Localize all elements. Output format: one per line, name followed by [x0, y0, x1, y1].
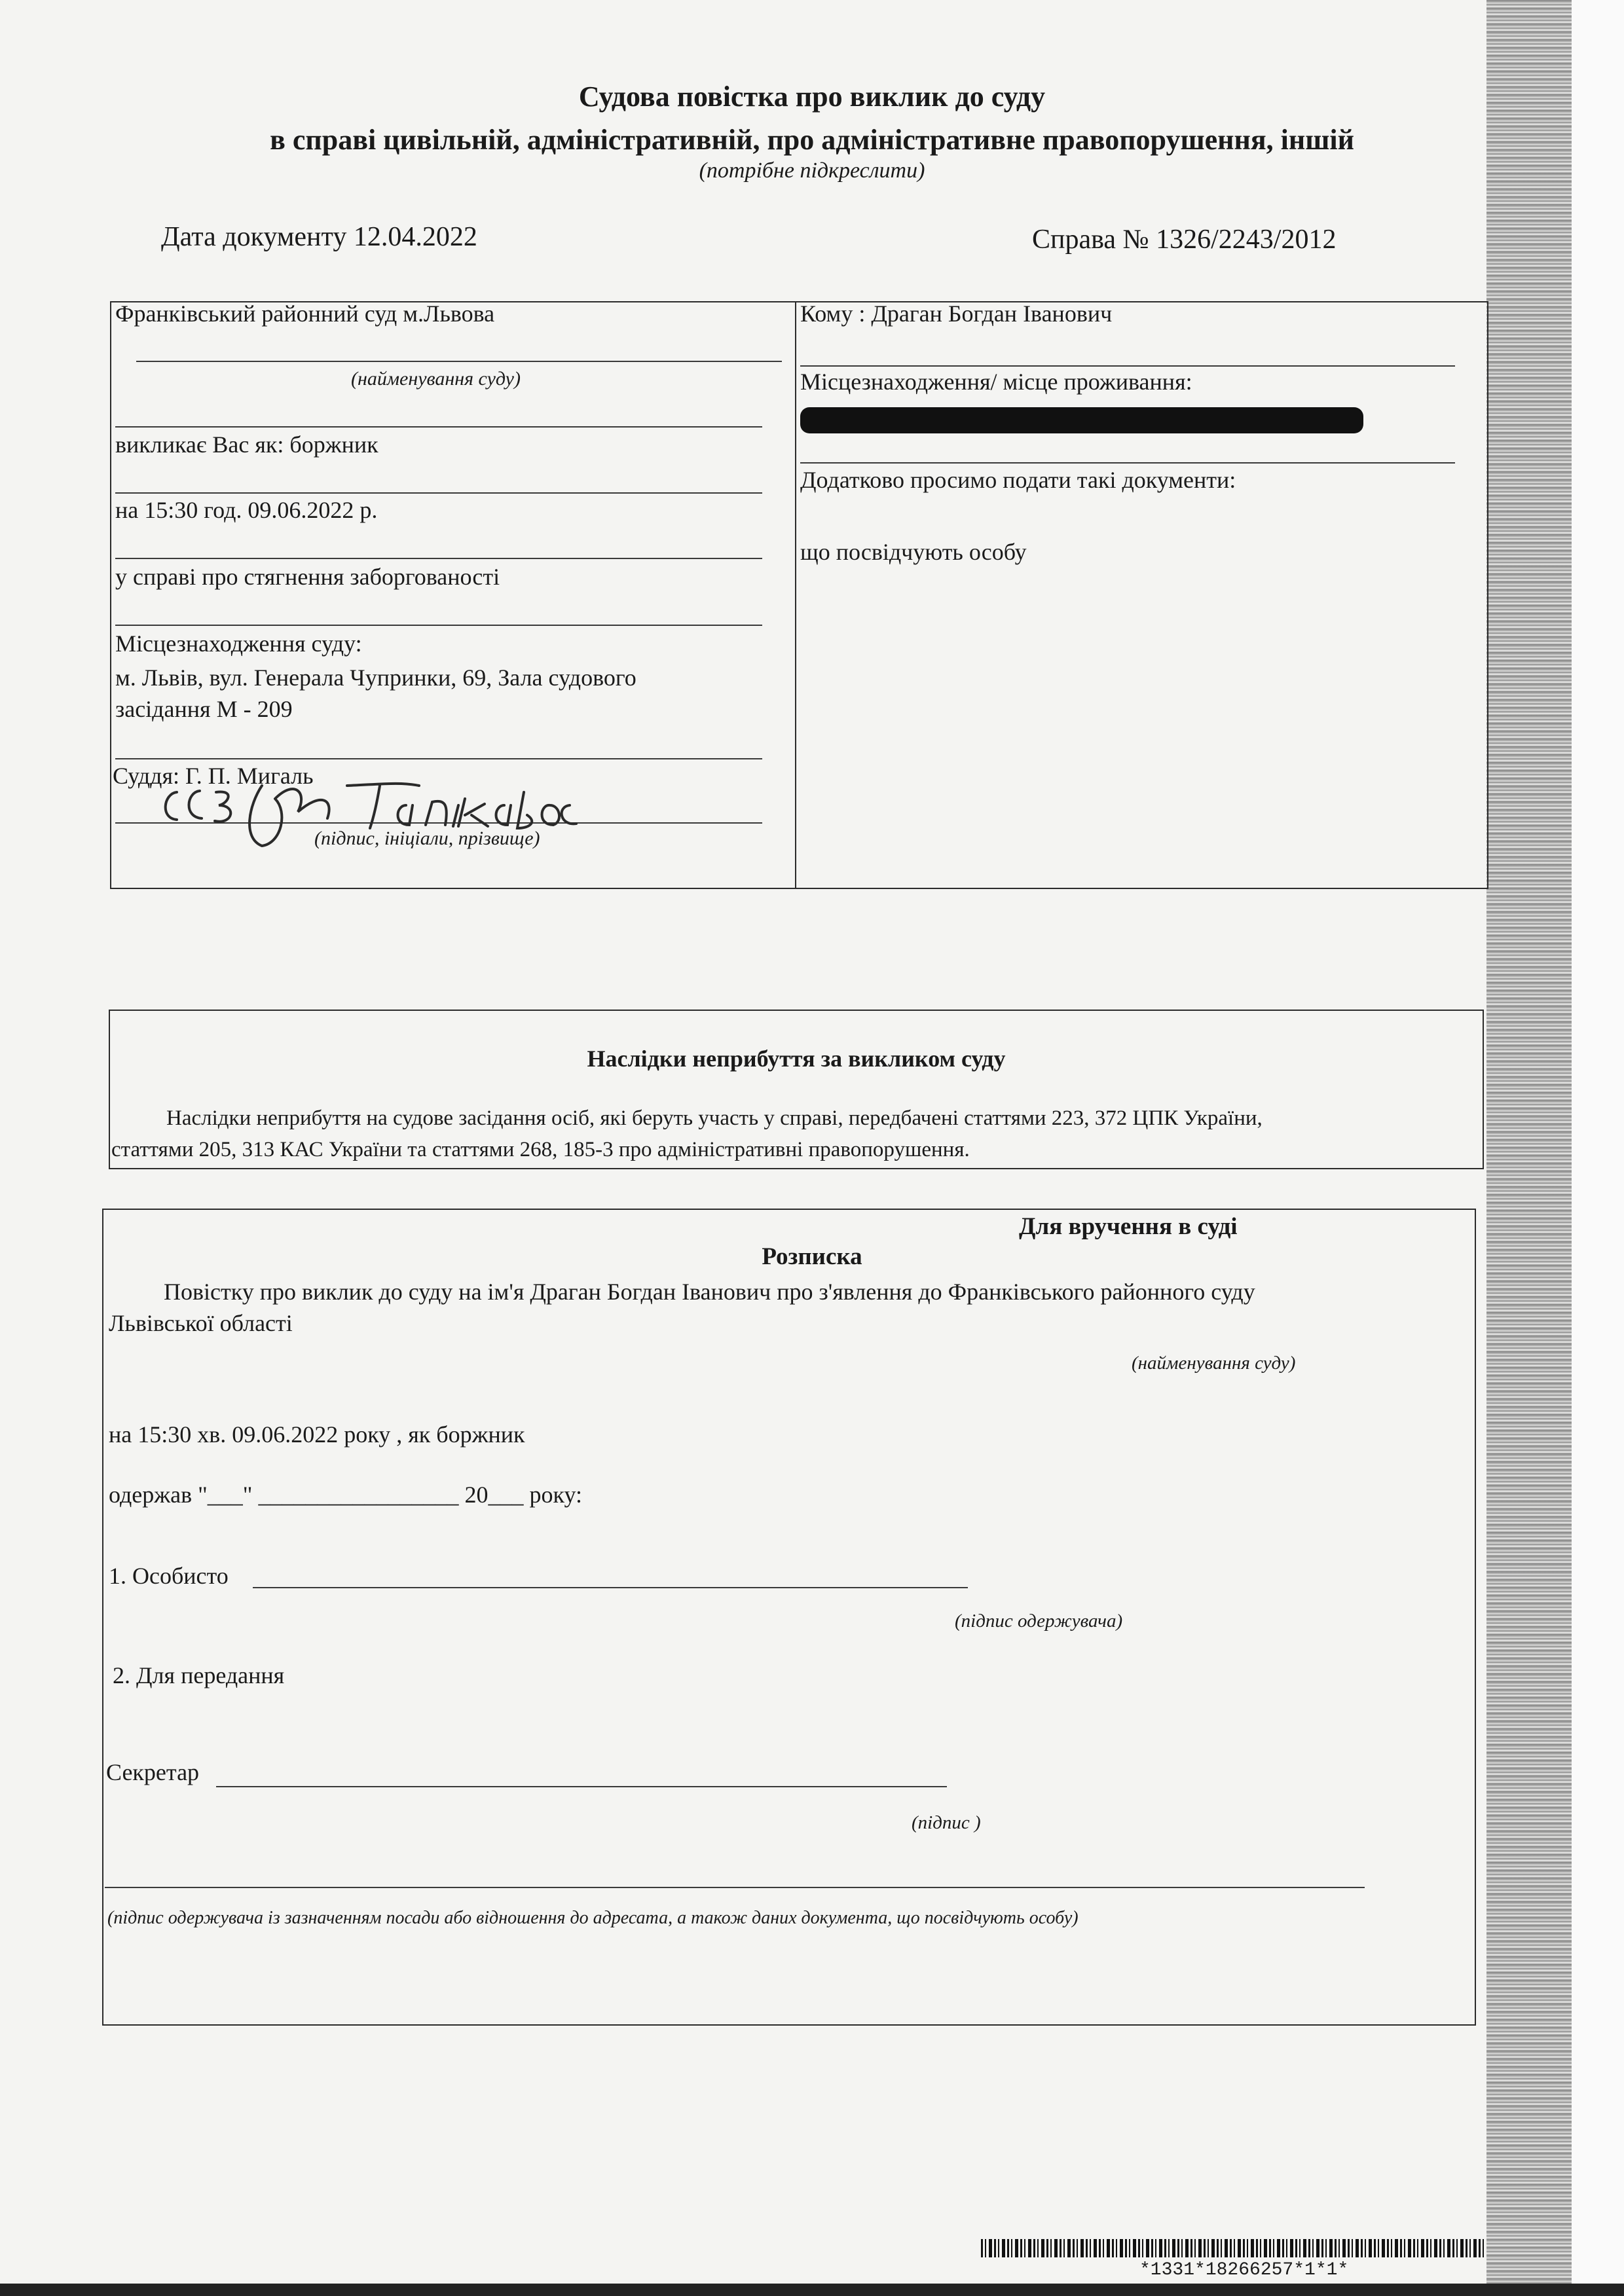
recipient-details-line[interactable] — [105, 1887, 1365, 1888]
page-title: Судова повістка про виклик до суду — [578, 81, 1046, 113]
personally-signature-line[interactable] — [253, 1587, 968, 1588]
separator-line — [115, 625, 762, 626]
document-date: Дата документу 12.04.2022 — [161, 222, 477, 252]
recipient-line — [800, 365, 1455, 367]
recipient-details-caption: (підпис одержувача із зазначенням посади або відношення до адресата, а також даних документа, що посвідчують особу) — [107, 1908, 1079, 1928]
additional-docs-label: Додатково просимо подати такі документи: — [800, 467, 1236, 493]
summoned-as: викликає Вас як: боржник — [115, 431, 378, 458]
address-label: Місцезнаходження/ місце проживання: — [800, 369, 1192, 395]
recipient-name: Кому : Драган Богдан Іванович — [800, 301, 1113, 327]
for-court-label: Для вручення в суді — [1019, 1213, 1238, 1240]
consequences-text-line1: Наслідки неприбуття на судове засідання осіб, які беруть участь у справі, передбачені статтями 223, 372 ЦПК України, — [166, 1106, 1263, 1130]
consequences-text-line2: статтями 205, 313 КАС України та статтями 268, 185-3 про адміністративні правопорушення. — [111, 1138, 970, 1161]
scan-edge-margin — [1572, 0, 1624, 2296]
secretary-signature-line[interactable] — [216, 1786, 947, 1787]
secretary-signature-caption: (підпис ) — [912, 1812, 981, 1833]
case-subject: у справі про стягнення заборгованості — [115, 564, 500, 590]
receipt-text-line2: Львівської області — [109, 1310, 293, 1336]
barcode — [981, 2239, 1485, 2257]
barcode-number: *1331*18266257*1*1* — [1139, 2260, 1349, 2280]
signature-caption: (підпис, ініціали, прізвище) — [314, 828, 540, 849]
column-divider — [795, 301, 796, 889]
address-line — [800, 462, 1455, 464]
separator-line — [115, 758, 762, 759]
receipt-time: на 15:30 хв. 09.06.2022 року , як боржник — [109, 1421, 525, 1448]
court-name-caption: (найменування суду) — [351, 368, 521, 390]
underline-note: (потрібне підкреслити) — [699, 158, 925, 183]
case-number: Справа № 1326/2243/2012 — [1032, 225, 1337, 255]
court-name: Франківський районний суд м.Львова — [115, 301, 495, 327]
court-location-line2: засідання М - 209 — [115, 696, 293, 722]
receipt-box — [102, 1209, 1476, 2026]
receipt-court-caption: (найменування суду) — [1132, 1353, 1296, 1374]
received-date: одержав "___" _________________ 20___ року: — [109, 1482, 583, 1508]
for-transfer-label: 2. Для передання — [113, 1662, 285, 1688]
recipient-signature-caption: (підпис одержувача) — [955, 1611, 1123, 1631]
hearing-time: на 15:30 год. 09.06.2022 р. — [115, 497, 378, 523]
receipt-text-line1: Повістку про виклик до суду на ім'я Драган Богдан Іванович про з'явлення до Франківського районного суду — [164, 1279, 1255, 1305]
personally-label: 1. Особисто — [109, 1563, 229, 1589]
page-subtitle: в справі цивільній, адміністративній, про адміністративне правопорушення, іншій — [270, 124, 1354, 156]
scan-bottom-edge — [0, 2284, 1624, 2296]
court-location-label: Місцезнаходження суду: — [115, 630, 362, 657]
separator-line — [115, 558, 762, 559]
separator-line — [115, 426, 762, 428]
court-location-line1: м. Львів, вул. Генерала Чупринки, 69, Зала судового — [115, 665, 637, 691]
receipt-title: Розписка — [762, 1243, 862, 1270]
redacted-address — [800, 407, 1363, 433]
court-name-line — [136, 361, 782, 362]
handwritten-signature — [151, 766, 648, 851]
judge-name: Суддя: Г. П. Мигаль — [113, 763, 314, 789]
secretary-label: Секретар — [106, 1759, 200, 1785]
consequences-title: Наслідки неприбуття за викликом суду — [587, 1046, 1006, 1072]
additional-docs-value: що посвідчують особу — [800, 539, 1027, 565]
separator-line — [115, 492, 762, 494]
